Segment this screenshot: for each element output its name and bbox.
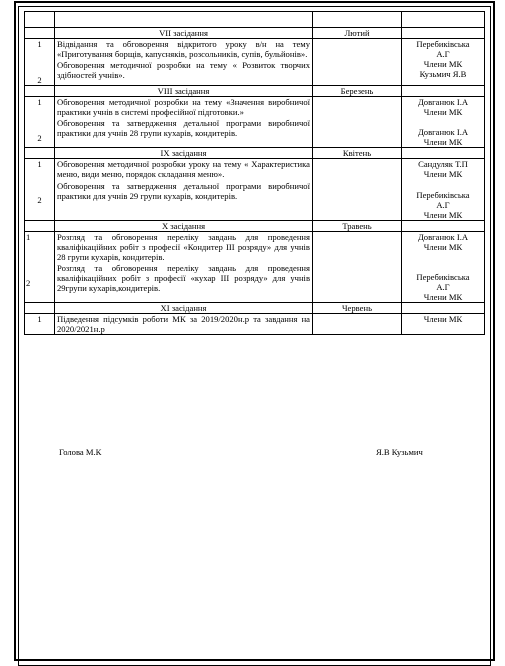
session-month: Травень [313, 220, 402, 231]
session-items-row [25, 39, 485, 86]
item-task: Обговорення методичної розробки уроку на тему « Характеристика меню, види меню, порядок складання меню». [57, 159, 310, 180]
session-month: Березень [313, 86, 402, 97]
session-header-row [25, 148, 485, 159]
item-number: 1 [37, 313, 42, 324]
item-task: Обговорення методичної розробки на тему « Розвиток творчих здібностей учнів». [57, 60, 310, 81]
table-top-row [25, 12, 485, 28]
session-month: Червень [313, 302, 402, 313]
responsible-person: Перебиківська [416, 39, 470, 50]
item-number: 2 [37, 133, 42, 144]
responsible-person: Довганюк І.А [417, 97, 469, 108]
session-header-row [25, 220, 485, 231]
responsible-person: Члени МК [423, 209, 463, 220]
responsible-person: А.Г [436, 49, 450, 60]
item-task: Обговорення та затвердження детальної програми виробничої практики для учнів 28 групи кухарів, кондитерів. [57, 118, 310, 139]
item-task: Обговорення та затвердження детальної програми виробничої практики для учнів 29 групи кухарів, кондитерів. [57, 180, 310, 201]
responsible-person: Члени МК [423, 241, 463, 252]
responsible-person: Кузьмич Я.В [419, 69, 467, 80]
item-number: 1 [37, 97, 42, 108]
responsible-person: А.Г [436, 199, 450, 210]
session-header-row [25, 302, 485, 313]
session-items-row [25, 159, 485, 220]
session-items-row [25, 313, 485, 334]
session-items-row [25, 231, 485, 302]
item-number: 1 [37, 39, 42, 50]
item-number: 2 [26, 277, 31, 288]
session-title: VII засідання [55, 28, 313, 39]
responsible-person: Члени МК [423, 59, 463, 70]
item-task: Розгляд та обговорення переліку завдань для проведення кваліфікаційних робіт з професії «кухар ІІІ розряду» для учнів 29групи кухарів,кондитерів. [57, 262, 310, 293]
item-number: 2 [37, 75, 42, 86]
responsible-person: Члени МК [423, 107, 463, 118]
responsible-person: Члени МК [423, 291, 463, 302]
responsible-person: Перебиківська [416, 189, 470, 200]
session-header-row [25, 86, 485, 97]
meetings-plan-table [24, 11, 485, 335]
signature-right: Я.В Кузьмич [376, 447, 423, 457]
item-task: Підведення підсумків роботи МК за 2019/2020н.р та завдання на 2020/2021н.р [57, 313, 310, 335]
item-task: Відвідання та обговорення відкритого уроку в/н на тему «Приготування борщів, капусняків, розсольників, супів, бульйонів». [57, 39, 310, 60]
session-month: Лютий [313, 28, 402, 39]
responsible-person: Сандуляк Т.П [418, 159, 468, 170]
session-title: IX засідання [55, 148, 313, 159]
responsible-person: А.Г [436, 281, 450, 292]
session-title: VIII засідання [55, 86, 313, 97]
session-title: X засідання [55, 220, 313, 231]
item-number: 1 [26, 231, 31, 242]
session-month: Квітень [313, 148, 402, 159]
responsible-person: Довганюк І.А [417, 127, 469, 138]
item-number: 2 [37, 195, 42, 206]
responsible-person: Перебиківська [416, 271, 470, 282]
responsible-person: Члени МК [423, 313, 463, 324]
responsible-person: Члени МК [423, 137, 463, 148]
session-title: XI засідання [55, 302, 313, 313]
item-task: Обговорення методичної розробки на тему «Значення виробничої практики учнів в системі професійної підготовки.» [57, 97, 310, 118]
item-number: 1 [37, 159, 42, 170]
responsible-person: Члени МК [423, 169, 463, 180]
session-header-row [25, 28, 485, 39]
item-task: Розгляд та обговорення переліку завдань для проведення кваліфікаційних робіт з професії «Кондитер ІІІ розряду» для учнів 28 групи кухарів, кондитерів. [57, 231, 310, 262]
signature-left: Голова М.К [59, 447, 102, 457]
responsible-person: Довганюк І.А [417, 231, 469, 242]
session-items-row [25, 97, 485, 148]
